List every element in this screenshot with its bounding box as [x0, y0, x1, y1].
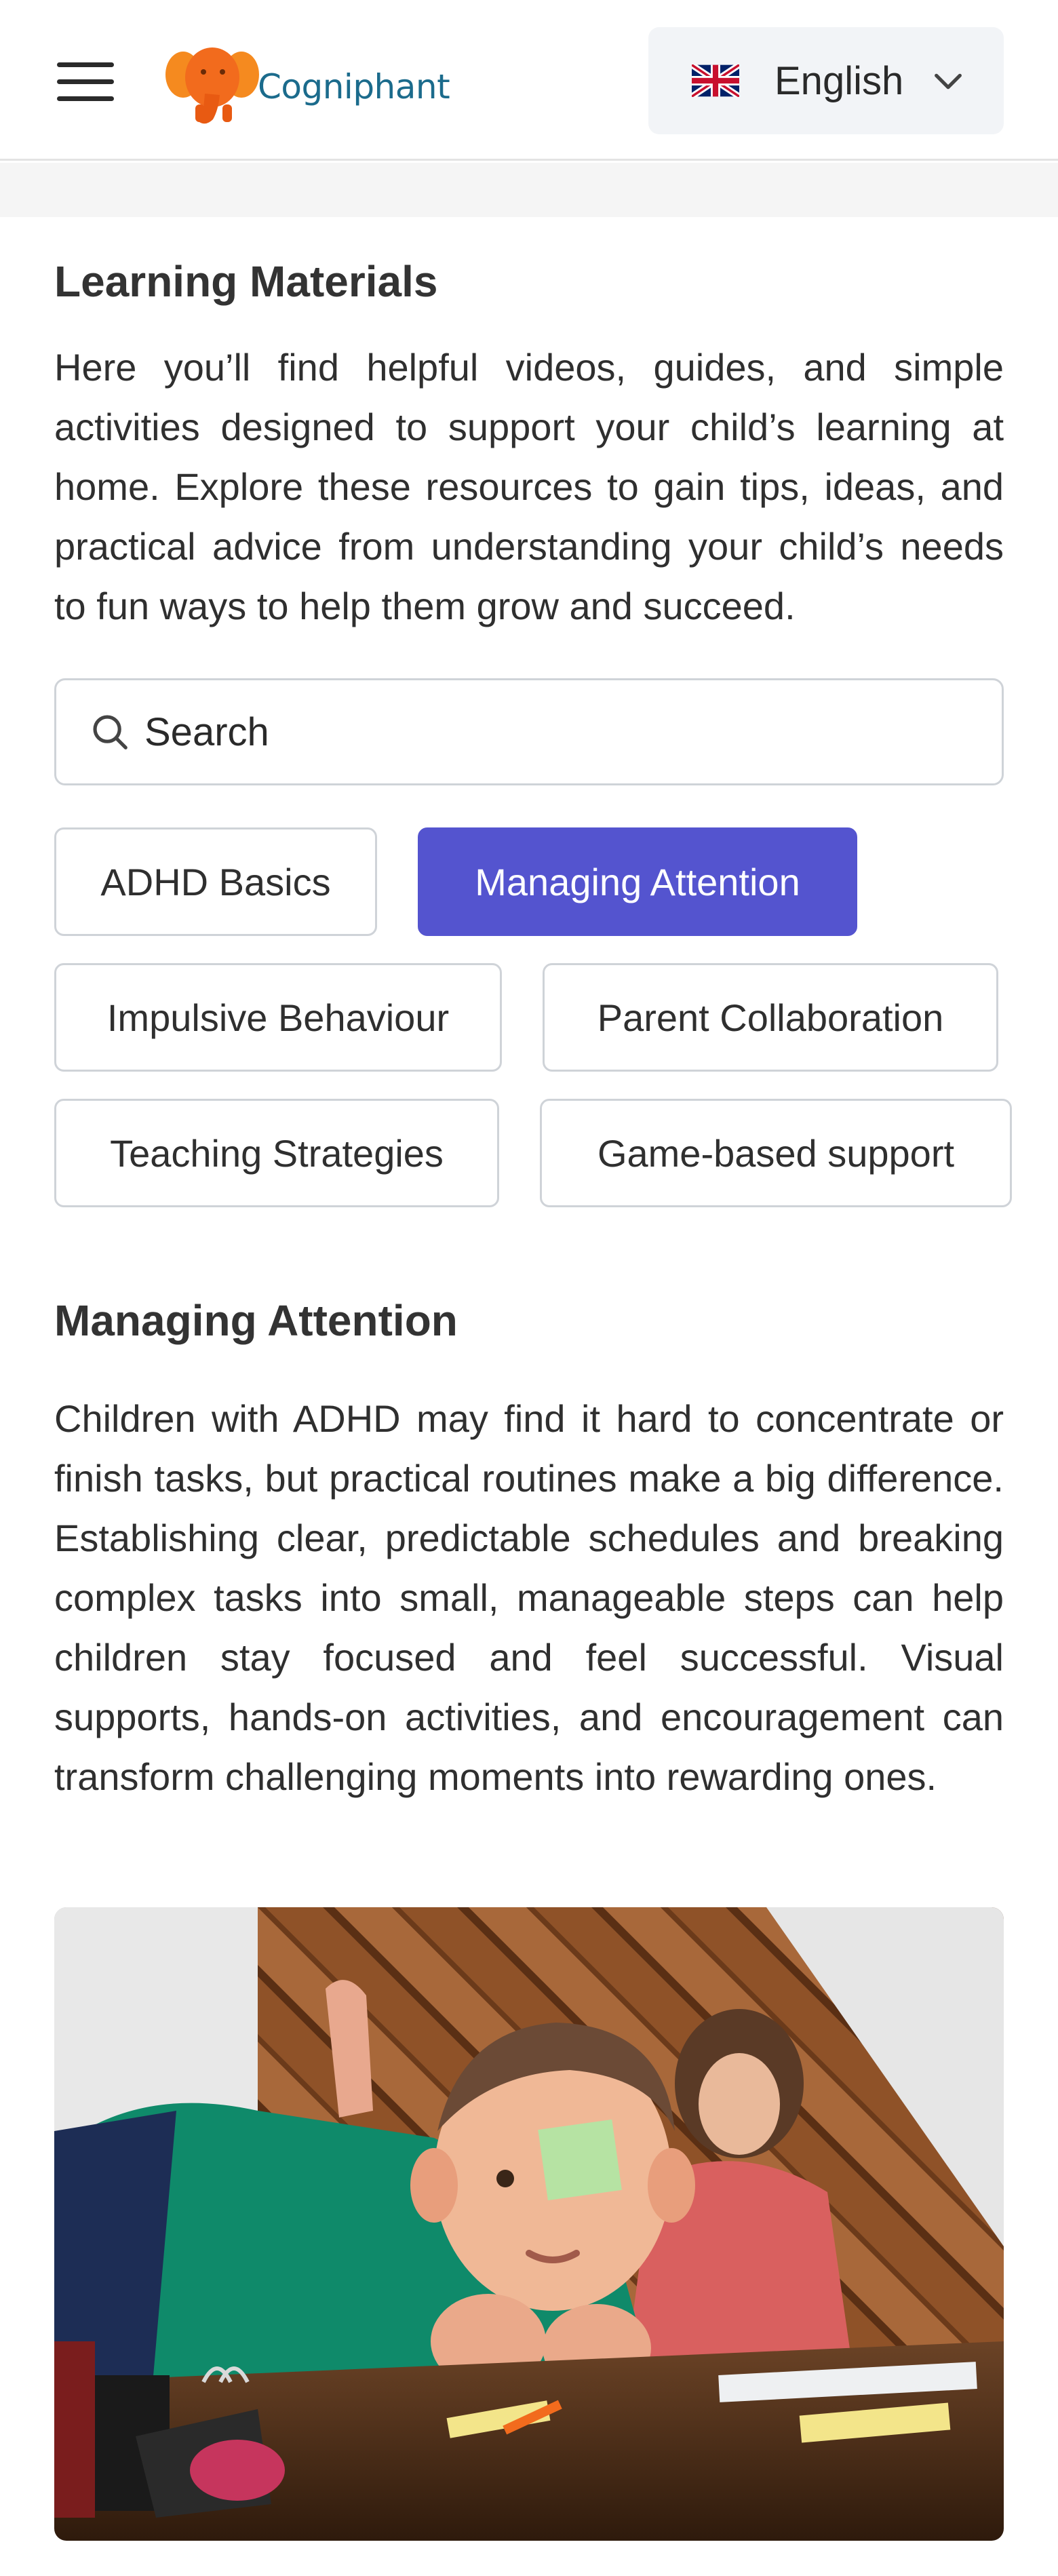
section-body: Children with ADHD may find it hard to concentrate or finish tasks, but practical routines make a big difference. Establishing clear, predictable schedules and breaking complex tasks into small, manageable steps can help children stay focused and feel successful. Visual supports, hands-on activities, and encouragement can transform challenging moments into rewarding ones.: [54, 1397, 1004, 1798]
category-chip-adhd-basics[interactable]: ADHD Basics: [54, 827, 377, 936]
chevron-down-icon: [930, 64, 966, 99]
category-chip-teaching-strategies[interactable]: Teaching Strategies: [54, 1099, 499, 1207]
search-box[interactable]: [54, 678, 1004, 785]
brand-logo[interactable]: [164, 39, 450, 128]
search-input[interactable]: [144, 709, 958, 755]
section-photo: [54, 1907, 1004, 2541]
header-divider-band: [0, 163, 1058, 217]
search-icon: [89, 711, 131, 753]
uk-flag-icon: [692, 64, 739, 97]
category-chip-managing-attention[interactable]: Managing Attention: [418, 827, 857, 936]
elephant-logo-icon: [164, 39, 260, 128]
section-title: Managing Attention: [54, 1296, 458, 1345]
intro-paragraph: Here you’ll find helpful videos, guides, and simple activities designed to support your child’s learning at home. Explore these resources to gain tips, ideas, and practical advice from understanding your child’s needs to fun ways to help them grow and succeed.: [54, 346, 1004, 627]
child-with-sticky-note-image: [54, 1907, 1004, 2541]
category-chip-impulsive-behaviour[interactable]: Impulsive Behaviour: [54, 963, 502, 1072]
app-header: [0, 0, 1058, 161]
hamburger-menu-icon[interactable]: [57, 62, 114, 102]
language-label: English: [775, 58, 904, 103]
category-chip-parent-collaboration[interactable]: Parent Collaboration: [543, 963, 998, 1072]
language-selector[interactable]: [648, 27, 1004, 134]
page-title: Learning Materials: [54, 257, 438, 306]
logo-text: Cogniphant: [258, 67, 450, 106]
category-chip-game-based-support[interactable]: Game-based support: [540, 1099, 1012, 1207]
